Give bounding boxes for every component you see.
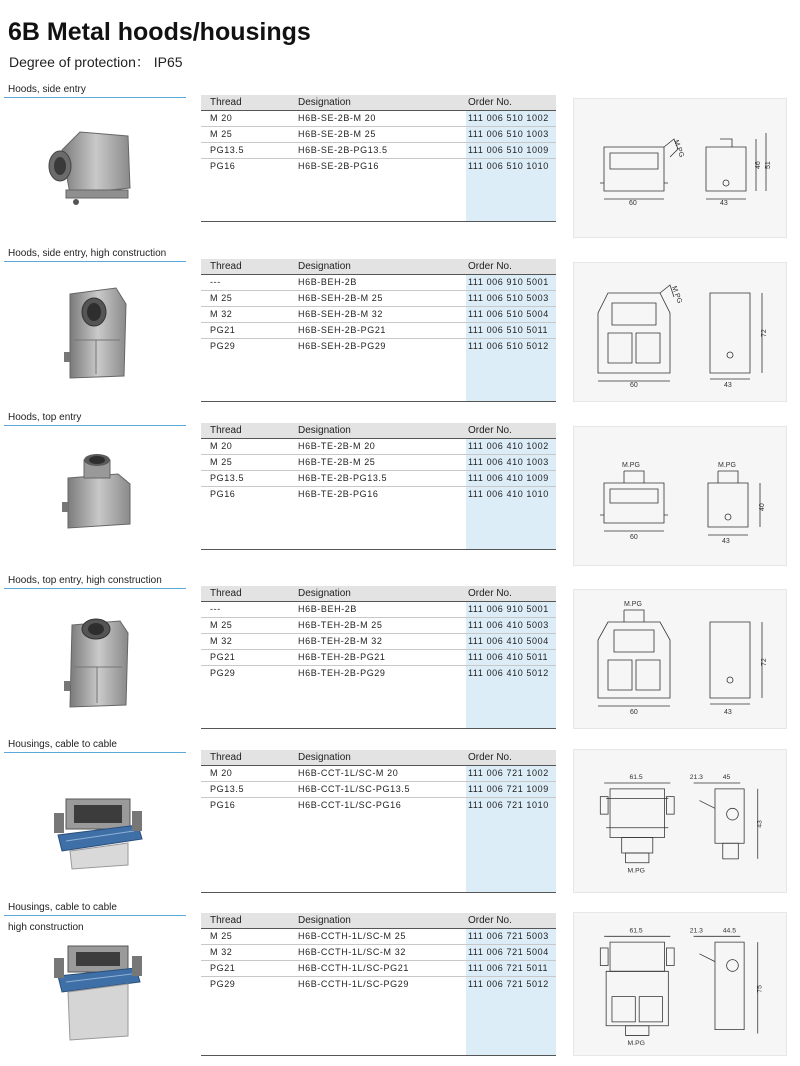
dim-height-1: 46 — [755, 161, 762, 169]
dim-height: 40 — [759, 503, 766, 511]
header-order-no: Order No. — [468, 261, 512, 272]
designation-sc-suffix: /SC — [355, 784, 373, 794]
table-row — [201, 339, 556, 355]
cell-order-no: 111 006 510 1002 — [468, 113, 549, 123]
cell-order-no: 111 006 510 5012 — [468, 341, 549, 351]
table-row — [201, 945, 556, 961]
cell-designation: H6B-TEH-2B-M 25 — [298, 620, 383, 630]
cell-thread: PG29 — [210, 979, 236, 989]
table-bottom-rule — [201, 401, 556, 402]
dim-thread: M PG — [672, 139, 685, 159]
table-row — [201, 798, 556, 814]
cell-thread: M 25 — [210, 293, 233, 303]
table-row — [201, 455, 556, 471]
section-divider — [4, 752, 186, 753]
cell-order-no: 111 006 410 5004 — [468, 636, 549, 646]
cell-thread: PG21 — [210, 325, 236, 335]
product-photo — [40, 438, 150, 548]
dimension-drawing — [573, 98, 787, 238]
cell-order-no: 111 006 410 1009 — [468, 473, 549, 483]
cell-thread: M 20 — [210, 768, 233, 778]
dimension-drawing — [573, 749, 787, 893]
dim-width: 61.5 — [629, 774, 643, 782]
cell-designation: H6B-CCTH-1L/SC-PG29 — [298, 979, 409, 989]
table-row — [201, 782, 556, 798]
cell-designation: H6B-BEH-2B — [298, 277, 358, 287]
cell-designation: H6B-TEH-2B-PG21 — [298, 652, 386, 662]
header-order-no: Order No. — [468, 97, 512, 108]
header-designation: Designation — [298, 752, 351, 763]
table-row — [201, 159, 556, 175]
table-bottom-rule — [201, 892, 556, 893]
dim-thread: M.PG — [622, 462, 640, 469]
dim-height-2: 51 — [765, 161, 772, 169]
page-title: 6B Metal hoods/housings — [8, 18, 311, 46]
section-title: Hoods, side entry, high construction — [8, 248, 167, 259]
header-order-no: Order No. — [468, 425, 512, 436]
section-cable-to-cable — [0, 739, 800, 903]
cell-order-no: 111 006 410 5012 — [468, 668, 549, 678]
dim-width: 61.5 — [629, 927, 643, 935]
product-photo — [40, 601, 150, 711]
cell-order-no: 111 006 510 5011 — [468, 325, 549, 335]
designation-sc-suffix: /SC — [355, 800, 373, 810]
table-bottom-rule — [201, 549, 556, 550]
header-thread: Thread — [210, 97, 242, 108]
header-designation: Designation — [298, 425, 351, 436]
table-row — [201, 323, 556, 339]
cell-designation: H6B-CCTH-1L/SC-M 25 — [298, 931, 406, 941]
dim-height: 72 — [761, 658, 768, 666]
table-row — [201, 602, 556, 618]
table-row — [201, 291, 556, 307]
cell-thread: --- — [210, 604, 221, 614]
product-photo — [40, 274, 150, 384]
cell-order-no: 111 006 510 1009 — [468, 145, 549, 155]
cell-order-no: 111 006 910 5001 — [468, 604, 549, 614]
header-thread: Thread — [210, 588, 242, 599]
cell-thread: M 32 — [210, 947, 233, 957]
cell-designation: H6B-SE-2B-PG13.5 — [298, 145, 388, 155]
cell-order-no: 111 006 510 1003 — [468, 129, 549, 139]
cell-thread: M 20 — [210, 113, 233, 123]
section-title: Hoods, side entry — [8, 84, 86, 95]
header-order-no: Order No. — [468, 588, 512, 599]
cell-thread: M 25 — [210, 931, 233, 941]
header-order-no: Order No. — [468, 915, 512, 926]
header-thread: Thread — [210, 261, 242, 272]
table-bottom-rule — [201, 1055, 556, 1056]
cell-thread: PG29 — [210, 668, 236, 678]
cell-order-no: 111 006 410 1010 — [468, 489, 549, 499]
product-photo — [40, 110, 150, 220]
table-row — [201, 650, 556, 666]
designation-sc-suffix: /SC — [363, 947, 380, 957]
order-table — [201, 750, 556, 893]
table-header — [201, 423, 556, 438]
cell-thread: PG16 — [210, 161, 236, 171]
dim-a: 21.3 — [689, 774, 703, 782]
cell-thread: M 25 — [210, 457, 233, 467]
table-row — [201, 143, 556, 159]
dimension-drawing — [573, 426, 787, 566]
table-row — [201, 111, 556, 127]
designation-sc-suffix: /SC — [363, 931, 380, 941]
table-row — [201, 929, 556, 945]
dim-height: 43 — [756, 820, 764, 828]
cell-order-no: 111 006 721 1010 — [468, 800, 549, 810]
dim-thread: M.PG — [624, 601, 642, 608]
cell-order-no: 111 006 910 5001 — [468, 277, 549, 287]
dimension-drawing — [573, 262, 787, 402]
cell-designation: H6B-CCT-1L/SC-PG16 — [298, 800, 402, 810]
table-row — [201, 961, 556, 977]
cell-order-no: 111 006 721 5004 — [468, 947, 549, 957]
cell-designation: H6B-TE-2B-M 25 — [298, 457, 376, 467]
order-table — [201, 586, 556, 729]
section-divider — [4, 425, 186, 426]
cell-designation: H6B-TE-2B-PG13.5 — [298, 473, 388, 483]
section-top-entry-high — [0, 575, 800, 739]
cell-order-no: 111 006 410 5003 — [468, 620, 549, 630]
table-header — [201, 259, 556, 274]
dim-thread-side: M.PG — [718, 462, 736, 469]
dim-thread: M PG — [670, 285, 683, 305]
cell-designation: H6B-SEH-2B-M 32 — [298, 309, 384, 319]
table-row — [201, 977, 556, 993]
cell-designation: H6B-SE-2B-M 20 — [298, 113, 376, 123]
cell-designation: H6B-SEH-2B-M 25 — [298, 293, 384, 303]
table-bottom-rule — [201, 221, 556, 222]
section-cable-to-cable-high — [0, 902, 800, 1066]
dim-b: 45 — [722, 774, 731, 782]
cell-order-no: 111 006 721 5012 — [468, 979, 549, 989]
table-header — [201, 913, 556, 928]
dim-depth: 43 — [720, 200, 728, 207]
cell-order-no: 111 006 721 5011 — [468, 963, 549, 973]
cell-designation: H6B-TE-2B-PG16 — [298, 489, 379, 499]
cell-designation: H6B-TEH-2B-M 32 — [298, 636, 383, 646]
product-photo — [40, 932, 150, 1042]
table-bottom-rule — [201, 728, 556, 729]
table-row — [201, 439, 556, 455]
section-title: Housings, cable to cable — [8, 739, 117, 750]
cell-designation: H6B-CCT-1L/SC-PG13.5 — [298, 784, 411, 794]
cell-thread: PG13.5 — [210, 473, 245, 483]
cell-thread: PG16 — [210, 489, 236, 499]
section-divider — [4, 97, 186, 98]
header-designation: Designation — [298, 588, 351, 599]
cell-order-no: 111 006 721 1009 — [468, 784, 549, 794]
designation-sc-suffix: /SC — [363, 963, 380, 973]
dim-width: 60 — [630, 709, 638, 716]
cell-thread: M 25 — [210, 620, 233, 630]
table-header — [201, 586, 556, 601]
section-title-line-2: high construction — [8, 922, 84, 933]
cell-designation: H6B-SE-2B-PG16 — [298, 161, 379, 171]
cell-thread: PG16 — [210, 800, 236, 810]
table-row — [201, 766, 556, 782]
dim-depth: 43 — [724, 382, 732, 389]
cell-designation: H6B-CCTH-1L/SC-PG21 — [298, 963, 409, 973]
dim-width: 60 — [630, 382, 638, 389]
section-title: Hoods, top entry, high construction — [8, 575, 162, 586]
section-title: Hoods, top entry — [8, 412, 82, 423]
table-row — [201, 666, 556, 682]
section-side-entry — [0, 84, 800, 248]
cell-thread: PG21 — [210, 963, 236, 973]
cell-order-no: 111 006 410 1002 — [468, 441, 549, 451]
cell-designation: H6B-SEH-2B-PG21 — [298, 325, 387, 335]
dim-height: 72 — [761, 329, 768, 337]
section-title: Housings, cable to cable — [8, 902, 117, 913]
cell-thread: PG21 — [210, 652, 236, 662]
order-table — [201, 423, 556, 550]
header-thread: Thread — [210, 752, 242, 763]
product-photo — [40, 765, 150, 875]
order-table — [201, 913, 556, 1056]
table-header — [201, 95, 556, 110]
dim-width: 60 — [629, 200, 637, 207]
table-row — [201, 487, 556, 503]
page-subtitle: Degree of protection： IP65 — [9, 54, 183, 70]
header-order-no: Order No. — [468, 752, 512, 763]
table-row — [201, 275, 556, 291]
dim-b: 44.5 — [722, 927, 736, 935]
cell-designation: H6B-TE-2B-M 20 — [298, 441, 376, 451]
section-top-entry — [0, 412, 800, 576]
cell-thread: M 32 — [210, 309, 233, 319]
table-row — [201, 634, 556, 650]
header-designation: Designation — [298, 261, 351, 272]
dim-thread: M.PG — [627, 1040, 645, 1048]
cell-designation: H6B-BEH-2B — [298, 604, 358, 614]
dimension-drawing — [573, 589, 787, 729]
table-header — [201, 750, 556, 765]
designation-sc-suffix: /SC — [355, 768, 373, 778]
dimension-drawing — [573, 912, 787, 1056]
cell-thread: PG29 — [210, 341, 236, 351]
dim-height: 75 — [756, 985, 764, 993]
order-table — [201, 95, 556, 222]
dim-depth: 43 — [722, 538, 730, 545]
dim-depth: 43 — [724, 709, 732, 716]
cell-order-no: 111 006 410 1003 — [468, 457, 549, 467]
cell-thread: M 32 — [210, 636, 233, 646]
cell-order-no: 111 006 510 5003 — [468, 293, 549, 303]
cell-thread: PG13.5 — [210, 784, 245, 794]
section-divider — [4, 588, 186, 589]
cell-thread: M 20 — [210, 441, 233, 451]
cell-designation: H6B-SE-2B-M 25 — [298, 129, 376, 139]
table-row — [201, 471, 556, 487]
dim-width: 60 — [630, 534, 638, 541]
section-divider — [4, 915, 186, 916]
cell-thread: PG13.5 — [210, 145, 245, 155]
cell-thread: M 25 — [210, 129, 233, 139]
cell-order-no: 111 006 721 1002 — [468, 768, 549, 778]
dim-thread: M.PG — [627, 867, 645, 875]
header-thread: Thread — [210, 425, 242, 436]
cell-designation: H6B-TEH-2B-PG29 — [298, 668, 386, 678]
header-designation: Designation — [298, 915, 351, 926]
cell-order-no: 111 006 721 5003 — [468, 931, 549, 941]
designation-sc-suffix: /SC — [363, 979, 380, 989]
section-divider — [4, 261, 186, 262]
header-thread: Thread — [210, 915, 242, 926]
cell-order-no: 111 006 410 5011 — [468, 652, 549, 662]
table-row — [201, 618, 556, 634]
cell-designation: H6B-SEH-2B-PG29 — [298, 341, 387, 351]
dim-a: 21.3 — [689, 927, 703, 935]
header-designation: Designation — [298, 97, 351, 108]
cell-thread: --- — [210, 277, 221, 287]
cell-order-no: 111 006 510 5004 — [468, 309, 549, 319]
section-side-entry-high — [0, 248, 800, 412]
table-row — [201, 127, 556, 143]
order-table — [201, 259, 556, 402]
table-row — [201, 307, 556, 323]
cell-designation: H6B-CCTH-1L/SC-M 32 — [298, 947, 406, 957]
cell-order-no: 111 006 510 1010 — [468, 161, 549, 171]
cell-designation: H6B-CCT-1L/SC-M 20 — [298, 768, 399, 778]
